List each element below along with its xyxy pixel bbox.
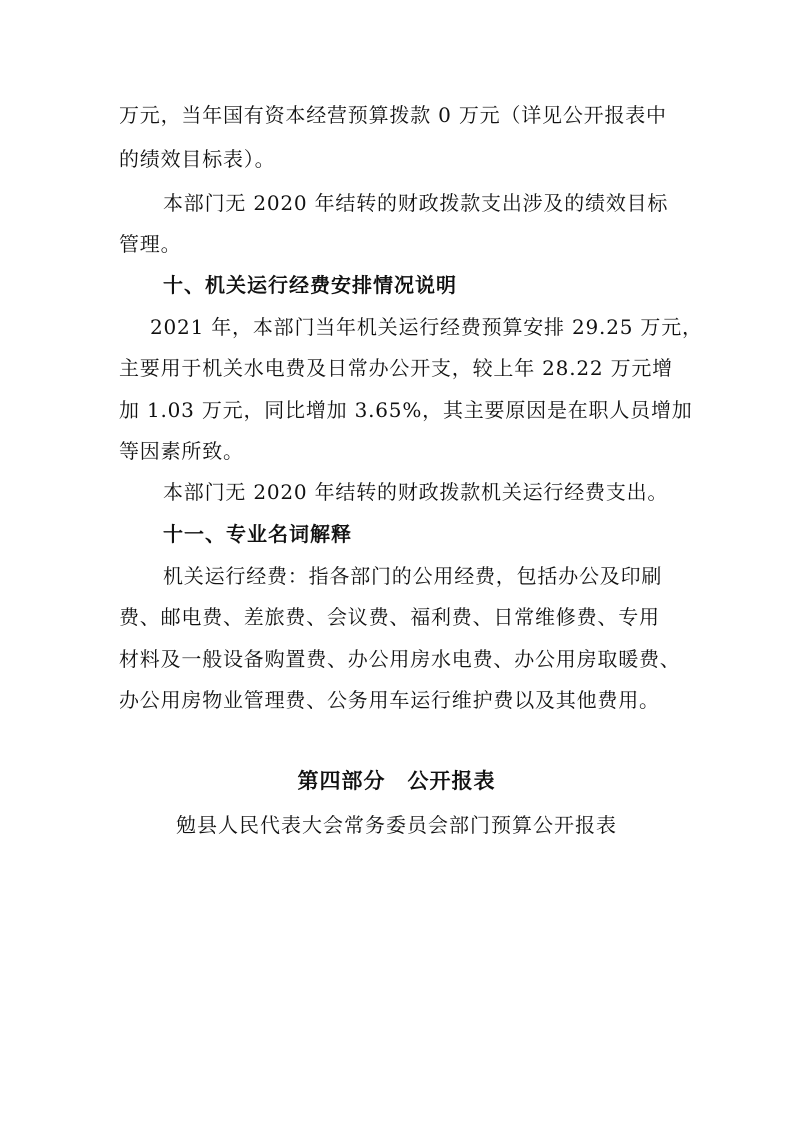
body-text-line: 本部门无 2020 年结转的财政拨款机关运行经费支出。 bbox=[163, 480, 669, 504]
body-text-line: 的绩效目标表）。 bbox=[119, 147, 276, 171]
body-text-line: 加 1.03 万元，同比增加 3.65%，其主要原因是在职人员增加 bbox=[119, 398, 693, 422]
body-text-line: 机关运行经费：指各部门的公用经费，包括办公及印刷 bbox=[163, 564, 663, 588]
body-text-line: 2021 年，本部门当年机关运行经费预算安排 29.25 万元， bbox=[150, 315, 703, 339]
body-text-line: 费、邮电费、差旅费、会议费、福利费、日常维修费、专用 bbox=[119, 605, 660, 629]
part-four-subtitle: 勉县人民代表大会常务委员会部门预算公开报表 bbox=[176, 813, 617, 837]
body-text-line: 万元，当年国有资本经营预算拨款 0 万元（详见公开报表中 bbox=[119, 103, 667, 127]
section-heading-eleven: 十一、专业名词解释 bbox=[163, 522, 352, 546]
section-heading-ten: 十、机关运行经费安排情况说明 bbox=[163, 273, 457, 297]
body-text-line: 材料及一般设备购置费、办公用房水电费、办公用房取暖费、 bbox=[119, 647, 681, 671]
body-text-line: 本部门无 2020 年结转的财政拨款支出涉及的绩效目标 bbox=[163, 191, 669, 215]
body-text-line: 等因素所致。 bbox=[119, 439, 244, 463]
part-four-title: 第四部分 公开报表 bbox=[297, 769, 496, 793]
body-text-line: 管理。 bbox=[119, 232, 182, 256]
body-text-line: 主要用于机关水电费及日常办公开支，较上年 28.22 万元增 bbox=[119, 356, 673, 380]
body-text-line: 办公用房物业管理费、公务用车运行维护费以及其他费用。 bbox=[119, 688, 660, 712]
